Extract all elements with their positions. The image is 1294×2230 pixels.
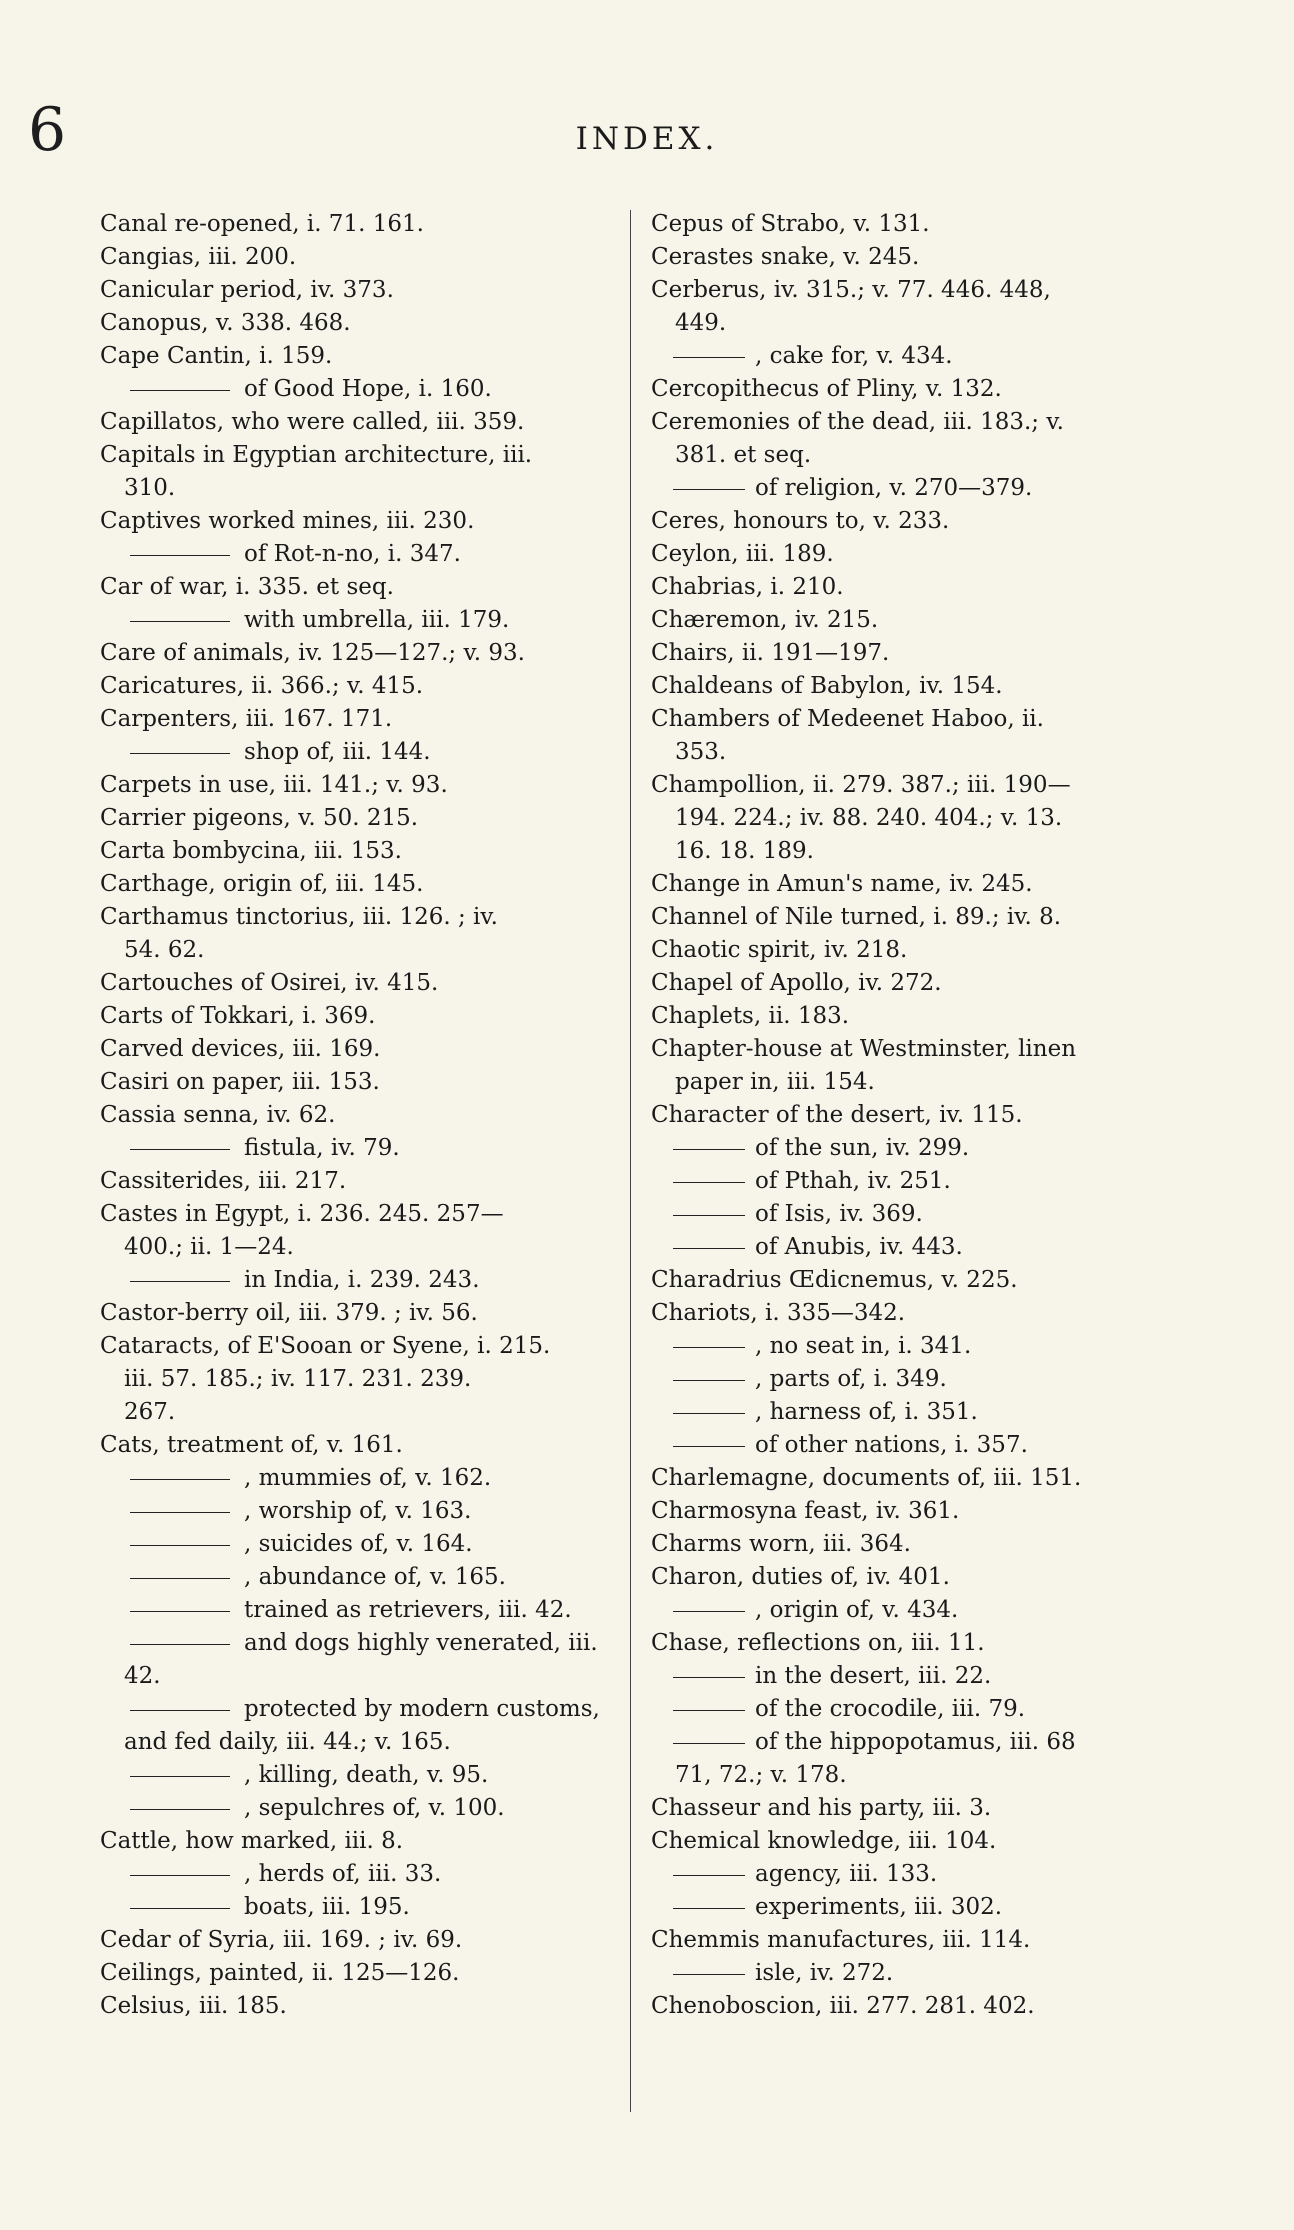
index-entry <box>100 505 645 538</box>
ditto-dash <box>673 1743 745 1744</box>
index-entry-continuation <box>651 802 1283 835</box>
index-entry-text: and fed daily, iii. 44.; v. 165. <box>124 1729 451 1755</box>
index-entry <box>651 1990 1283 2023</box>
ditto-dash <box>130 753 230 754</box>
index-entry <box>651 505 1283 538</box>
index-entry-text: , abundance of, v. 165. <box>244 1564 506 1590</box>
index-entry-text: Chabrias, i. 210. <box>651 574 844 600</box>
index-entry-text: , harness of, i. 351. <box>755 1399 978 1425</box>
ditto-dash <box>673 1413 745 1414</box>
index-entry-text: Cercopithecus of Pliny, v. 132. <box>651 376 1002 402</box>
index-entry-text: with umbrella, iii. 179. <box>244 607 510 633</box>
index-entry-text: Chaldeans of Babylon, iv. 154. <box>651 673 1003 699</box>
index-entry-text: Charlemagne, documents of, iii. 151. <box>651 1465 1082 1491</box>
index-entry-text: of other nations, i. 357. <box>755 1432 1028 1458</box>
index-entry-text: shop of, iii. 144. <box>244 739 431 765</box>
index-entry-text: of the crocodile, iii. 79. <box>755 1696 1026 1722</box>
index-entry-text: of Anubis, iv. 443. <box>755 1234 963 1260</box>
index-entry-text: 42. <box>124 1663 161 1689</box>
index-entry <box>100 1066 645 1099</box>
ditto-dash <box>673 1710 745 1711</box>
ditto-dash <box>673 1215 745 1216</box>
index-entry <box>651 406 1283 439</box>
index-entry <box>651 1297 1283 1330</box>
index-entry <box>100 703 645 736</box>
index-entry-text: Caricatures, ii. 366.; v. 415. <box>100 673 424 699</box>
index-entry-text: of Good Hope, i. 160. <box>244 376 492 402</box>
ditto-dash <box>673 1149 745 1150</box>
index-entry <box>100 835 645 868</box>
index-entry-text: 400.; ii. 1—24. <box>124 1234 294 1260</box>
index-entry <box>100 1198 645 1231</box>
index-entry-text: Cape Cantin, i. 159. <box>100 343 333 369</box>
index-entry-continuation <box>651 1759 1283 1792</box>
ditto-dash <box>130 1710 230 1711</box>
index-subentry <box>651 340 1283 373</box>
index-entry-text: , sepulchres of, v. 100. <box>244 1795 505 1821</box>
index-entry-text: in the desert, iii. 22. <box>755 1663 992 1689</box>
column-divider <box>630 210 631 2112</box>
index-subentry <box>651 1165 1283 1198</box>
index-entry-text: Car of war, i. 335. et seq. <box>100 574 394 600</box>
index-subentry <box>651 1858 1283 1891</box>
index-subentry <box>651 1396 1283 1429</box>
index-entry <box>100 802 645 835</box>
index-entry-text: Cangias, iii. 200. <box>100 244 297 270</box>
index-entry-text: and dogs highly venerated, iii. <box>244 1630 598 1656</box>
index-entry <box>651 967 1283 1000</box>
index-entry <box>100 1924 645 1957</box>
index-entry-continuation <box>100 472 645 505</box>
index-entry-text: Cattle, how marked, iii. 8. <box>100 1828 404 1854</box>
index-entry <box>651 1924 1283 1957</box>
index-entry-text: Canal re-opened, i. 71. 161. <box>100 211 424 237</box>
ditto-dash <box>130 390 230 391</box>
ditto-dash <box>130 1479 230 1480</box>
index-entry <box>651 1528 1283 1561</box>
index-entry-text: Cerastes snake, v. 245. <box>651 244 920 270</box>
index-entry <box>100 340 645 373</box>
index-entry-text: Cedar of Syria, iii. 169. ; iv. 69. <box>100 1927 463 1953</box>
ditto-dash <box>130 555 230 556</box>
index-entry-text: experiments, iii. 302. <box>755 1894 1003 1920</box>
index-subentry <box>100 736 645 769</box>
index-entry-text: , cake for, v. 434. <box>755 343 953 369</box>
index-entry-text: , origin of, v. 434. <box>755 1597 959 1623</box>
index-entry-text: of religion, v. 270—379. <box>755 475 1033 501</box>
index-entry <box>100 1825 645 1858</box>
index-entry-text: Ceilings, painted, ii. 125—126. <box>100 1960 460 1986</box>
index-subentry <box>100 1462 645 1495</box>
index-entry-text: Champollion, ii. 279. 387.; iii. 190— <box>651 772 1071 798</box>
index-entry-text: 54. 62. <box>124 937 205 963</box>
ditto-dash <box>673 1974 745 1975</box>
index-entry-text: Cassia senna, iv. 62. <box>100 1102 336 1128</box>
index-entry <box>100 1000 645 1033</box>
index-entry-text: Captives worked mines, iii. 230. <box>100 508 475 534</box>
index-entry <box>651 1264 1283 1297</box>
ditto-dash <box>130 1611 230 1612</box>
index-entry-text: Carthamus tinctorius, iii. 126. ; iv. <box>100 904 498 930</box>
index-entry <box>100 307 645 340</box>
index-entry-text: of the sun, iv. 299. <box>755 1135 970 1161</box>
index-subentry <box>100 1792 645 1825</box>
page-header: INDEX. <box>575 121 719 157</box>
index-entry-text: Chairs, ii. 191—197. <box>651 640 890 666</box>
index-entry-text: Carta bombycina, iii. 153. <box>100 838 402 864</box>
index-entry-text: Charmosyna feast, iv. 361. <box>651 1498 960 1524</box>
index-entry <box>100 1990 645 2023</box>
index-entry-text: Channel of Nile turned, i. 89.; iv. 8. <box>651 904 1062 930</box>
ditto-dash <box>673 1611 745 1612</box>
index-entry-continuation <box>100 1396 645 1429</box>
index-subentry <box>651 1660 1283 1693</box>
index-entry-text: 194. 224.; iv. 88. 240. 404.; v. 13. <box>675 805 1063 831</box>
index-entry <box>100 1429 645 1462</box>
index-entry-text: Carved devices, iii. 169. <box>100 1036 381 1062</box>
index-entry <box>651 703 1283 736</box>
index-subentry <box>100 1561 645 1594</box>
index-entry-text: Chemical knowledge, iii. 104. <box>651 1828 997 1854</box>
ditto-dash <box>130 1149 230 1150</box>
index-entry-text: Cats, treatment of, v. 161. <box>100 1432 403 1458</box>
index-entry-text: Canopus, v. 338. 468. <box>100 310 351 336</box>
index-entry-text: 16. 18. 189. <box>675 838 814 864</box>
ditto-dash <box>673 1446 745 1447</box>
ditto-dash <box>130 1809 230 1810</box>
index-subentry <box>100 1693 645 1726</box>
index-entry-text: iii. 57. 185.; iv. 117. 231. 239. <box>124 1366 472 1392</box>
index-entry-continuation <box>651 439 1283 472</box>
index-subentry <box>100 538 645 571</box>
index-entry-text: 267. <box>124 1399 176 1425</box>
ditto-dash <box>130 1512 230 1513</box>
index-entry-continuation <box>651 835 1283 868</box>
ditto-dash <box>673 1677 745 1678</box>
index-entry <box>100 406 645 439</box>
ditto-dash <box>130 1776 230 1777</box>
index-entry <box>100 1330 645 1363</box>
ditto-dash <box>130 621 230 622</box>
index-entry-text: Castes in Egypt, i. 236. 245. 257— <box>100 1201 504 1227</box>
index-entry-text: Cataracts, of E'Sooan or Syene, i. 215. <box>100 1333 551 1359</box>
index-entry-continuation <box>100 1231 645 1264</box>
index-entry-text: Care of animals, iv. 125—127.; v. 93. <box>100 640 525 666</box>
index-entry-text: , parts of, i. 349. <box>755 1366 947 1392</box>
index-entry-text: Cerberus, iv. 315.; v. 77. 446. 448, <box>651 277 1051 303</box>
index-entry-text: Chenoboscion, iii. 277. 281. 402. <box>651 1993 1035 2019</box>
index-subentry <box>651 1429 1283 1462</box>
index-entry <box>651 934 1283 967</box>
index-entry-text: Chambers of Medeenet Haboo, ii. <box>651 706 1044 732</box>
index-entry <box>100 1165 645 1198</box>
index-subentry <box>651 1231 1283 1264</box>
index-entry <box>651 769 1283 802</box>
index-entry <box>651 571 1283 604</box>
index-subentry <box>651 1891 1283 1924</box>
index-subentry <box>100 1858 645 1891</box>
index-entry <box>651 1033 1283 1066</box>
index-entry <box>651 901 1283 934</box>
index-entry <box>651 637 1283 670</box>
index-entry-continuation <box>100 934 645 967</box>
index-entry <box>100 1033 645 1066</box>
index-entry <box>651 868 1283 901</box>
index-subentry <box>100 1891 645 1924</box>
index-entry <box>100 901 645 934</box>
index-entry-text: Chase, reflections on, iii. 11. <box>651 1630 985 1656</box>
index-entry <box>100 241 645 274</box>
index-entry-text: agency, iii. 133. <box>755 1861 938 1887</box>
index-entry <box>651 241 1283 274</box>
index-entry-text: protected by modern customs, <box>244 1696 600 1722</box>
index-entry <box>651 1462 1283 1495</box>
index-entry <box>100 274 645 307</box>
index-entry-text: Carthage, origin of, iii. 145. <box>100 871 424 897</box>
index-entry-text: 449. <box>675 310 727 336</box>
index-entry-continuation <box>100 1726 645 1759</box>
index-subentry <box>100 1528 645 1561</box>
index-subentry <box>651 1198 1283 1231</box>
index-entry <box>100 208 645 241</box>
right-index-column <box>651 208 1283 2023</box>
index-entry <box>100 670 645 703</box>
index-entry <box>651 373 1283 406</box>
index-entry-text: boats, iii. 195. <box>244 1894 410 1920</box>
index-entry-text: of the hippopotamus, iii. 68 <box>755 1729 1076 1755</box>
index-entry-text: Chemmis manufactures, iii. 114. <box>651 1927 1031 1953</box>
ditto-dash <box>130 1875 230 1876</box>
index-entry-text: paper in, iii. 154. <box>675 1069 875 1095</box>
index-entry-text: Carts of Tokkari, i. 369. <box>100 1003 376 1029</box>
ditto-dash <box>673 1182 745 1183</box>
index-entry-text: , herds of, iii. 33. <box>244 1861 442 1887</box>
index-subentry <box>100 604 645 637</box>
index-entry-text: isle, iv. 272. <box>755 1960 894 1986</box>
index-subentry <box>100 373 645 406</box>
index-entry-text: Charms worn, iii. 364. <box>651 1531 911 1557</box>
index-entry-text: 310. <box>124 475 176 501</box>
index-entry-text: Chaplets, ii. 183. <box>651 1003 850 1029</box>
ditto-dash <box>673 489 745 490</box>
index-subentry <box>100 1594 645 1627</box>
left-index-column <box>100 208 645 2023</box>
index-subentry <box>100 1627 645 1660</box>
index-entry <box>651 208 1283 241</box>
index-entry <box>651 1627 1283 1660</box>
index-entry-text: , killing, death, v. 95. <box>244 1762 489 1788</box>
index-entry-text: Ceylon, iii. 189. <box>651 541 834 567</box>
index-entry-text: Change in Amun's name, iv. 245. <box>651 871 1033 897</box>
index-subentry <box>100 1132 645 1165</box>
index-entry-text: Capitals in Egyptian architecture, iii. <box>100 442 533 468</box>
index-entry-text: 381. et seq. <box>675 442 812 468</box>
ditto-dash <box>130 1644 230 1645</box>
index-entry-text: 353. <box>675 739 727 765</box>
index-subentry <box>100 1495 645 1528</box>
index-entry-continuation <box>651 1066 1283 1099</box>
index-entry-text: , suicides of, v. 164. <box>244 1531 473 1557</box>
index-entry-text: of Pthah, iv. 251. <box>755 1168 951 1194</box>
index-entry-continuation <box>100 1660 645 1693</box>
index-entry-text: Ceres, honours to, v. 233. <box>651 508 950 534</box>
index-subentry <box>651 1957 1283 1990</box>
index-entry-text: Celsius, iii. 185. <box>100 1993 287 2019</box>
index-subentry <box>100 1759 645 1792</box>
index-entry-text: Canicular period, iv. 373. <box>100 277 394 303</box>
ditto-dash <box>130 1281 230 1282</box>
index-entry <box>651 274 1283 307</box>
index-entry <box>651 1099 1283 1132</box>
index-entry-text: Carpenters, iii. 167. 171. <box>100 706 393 732</box>
index-entry <box>100 439 645 472</box>
index-entry-text: fistula, iv. 79. <box>244 1135 400 1161</box>
index-entry <box>100 1099 645 1132</box>
index-entry-text: Character of the desert, iv. 115. <box>651 1102 1023 1128</box>
index-entry-text: trained as retrievers, iii. 42. <box>244 1597 572 1623</box>
index-entry-text: Charadrius Œdicnemus, v. 225. <box>651 1267 1018 1293</box>
index-entry <box>651 1792 1283 1825</box>
index-subentry <box>651 1693 1283 1726</box>
ditto-dash <box>673 1380 745 1381</box>
index-entry-continuation <box>651 736 1283 769</box>
index-entry-text: of Isis, iv. 369. <box>755 1201 923 1227</box>
index-entry <box>100 571 645 604</box>
ditto-dash <box>130 1908 230 1909</box>
index-entry <box>100 1957 645 1990</box>
index-entry-continuation <box>100 1363 645 1396</box>
index-entry-text: Chapel of Apollo, iv. 272. <box>651 970 942 996</box>
index-entry-text: Chasseur and his party, iii. 3. <box>651 1795 992 1821</box>
index-entry <box>100 637 645 670</box>
ditto-dash <box>130 1545 230 1546</box>
index-entry-text: Carrier pigeons, v. 50. 215. <box>100 805 419 831</box>
index-entry-text: Casiri on paper, iii. 153. <box>100 1069 380 1095</box>
index-entry-text: Ceremonies of the dead, iii. 183.; v. <box>651 409 1064 435</box>
index-entry-text: Capillatos, who were called, iii. 359. <box>100 409 525 435</box>
ditto-dash <box>673 1908 745 1909</box>
index-entry-text: , mummies of, v. 162. <box>244 1465 492 1491</box>
index-entry <box>100 868 645 901</box>
index-entry-text: Chapter-house at Westminster, linen <box>651 1036 1077 1062</box>
index-entry <box>100 967 645 1000</box>
index-entry-text: Cepus of Strabo, v. 131. <box>651 211 930 237</box>
index-entry <box>651 1825 1283 1858</box>
index-subentry <box>651 472 1283 505</box>
ditto-dash <box>130 1578 230 1579</box>
ditto-dash <box>673 1248 745 1249</box>
page-number: 6 <box>28 95 67 165</box>
index-subentry <box>651 1132 1283 1165</box>
index-entry-text: Chæremon, iv. 215. <box>651 607 879 633</box>
index-entry-text: of Rot-n-no, i. 347. <box>244 541 461 567</box>
index-entry-text: Castor-berry oil, iii. 379. ; iv. 56. <box>100 1300 478 1326</box>
index-entry <box>100 769 645 802</box>
index-entry-text: Chaotic spirit, iv. 218. <box>651 937 908 963</box>
ditto-dash <box>673 1875 745 1876</box>
index-entry-text: Cassiterides, iii. 217. <box>100 1168 347 1194</box>
index-subentry <box>100 1264 645 1297</box>
ditto-dash <box>673 357 745 358</box>
index-entry-text: Carpets in use, iii. 141.; v. 93. <box>100 772 448 798</box>
index-subentry <box>651 1726 1283 1759</box>
ditto-dash <box>673 1347 745 1348</box>
index-entry-text: , worship of, v. 163. <box>244 1498 472 1524</box>
index-entry-text: Chariots, i. 335—342. <box>651 1300 906 1326</box>
index-entry <box>651 1561 1283 1594</box>
index-subentry <box>651 1330 1283 1363</box>
index-subentry <box>651 1594 1283 1627</box>
index-entry-text: 71, 72.; v. 178. <box>675 1762 847 1788</box>
index-entry-continuation <box>651 307 1283 340</box>
index-entry <box>100 1297 645 1330</box>
index-entry <box>651 670 1283 703</box>
index-entry <box>651 538 1283 571</box>
index-entry-text: Cartouches of Osirei, iv. 415. <box>100 970 439 996</box>
index-entry <box>651 1495 1283 1528</box>
index-entry <box>651 1000 1283 1033</box>
index-entry-text: Charon, duties of, iv. 401. <box>651 1564 950 1590</box>
index-entry-text: in India, i. 239. 243. <box>244 1267 480 1293</box>
index-entry-text: , no seat in, i. 341. <box>755 1333 972 1359</box>
index-subentry <box>651 1363 1283 1396</box>
index-entry <box>651 604 1283 637</box>
